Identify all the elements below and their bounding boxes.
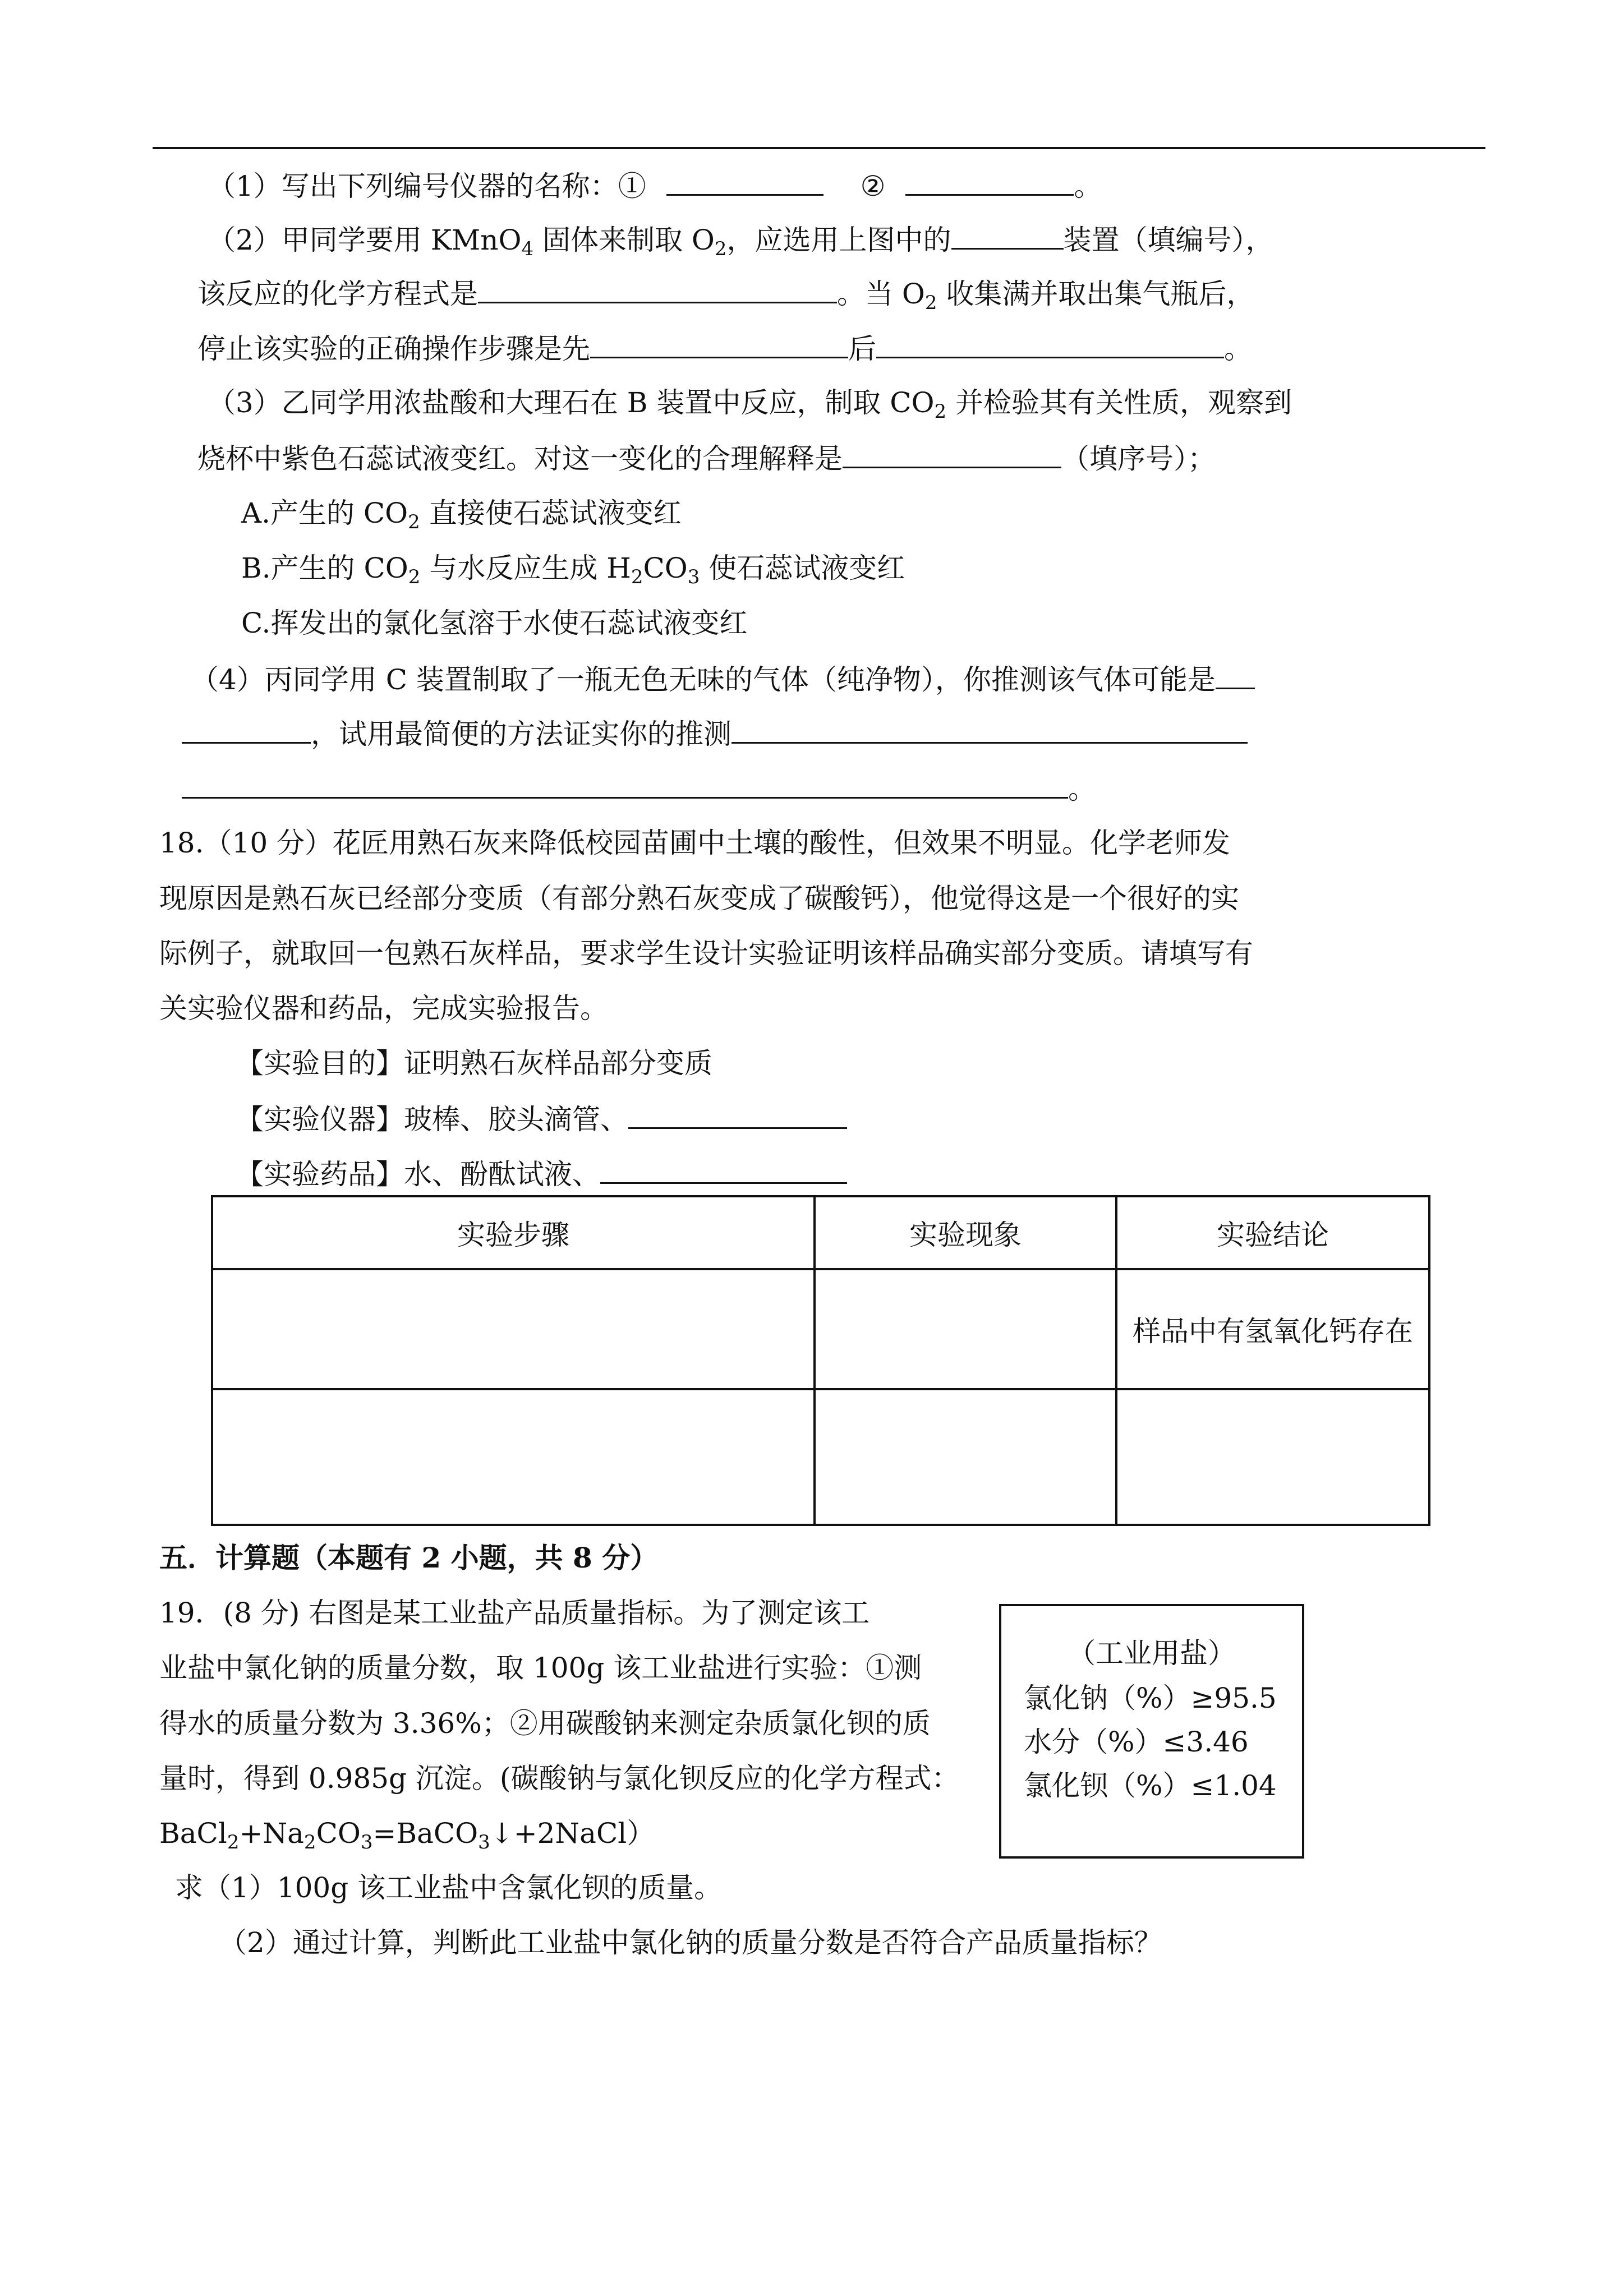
q17-option-b: B.产生的 $CO_2$ 与水反应生成 $H_2CO_3$ 使石蕊试液变红: [241, 552, 905, 588]
table-cell: [212, 1269, 815, 1389]
q17-part3-line1: （3）乙同学用浓盐酸和大理石在 B 装置中反应，制取 $CO_2$ 并检验其有关性质，观察到: [208, 386, 1292, 423]
q18-instruments: 【实验仪器】玻棒、胶头滴管、: [236, 1101, 847, 1136]
table-header-cell: 实验结论: [1116, 1196, 1429, 1269]
q17-part1: （1）写出下列编号仪器的名称：① ② 。: [208, 168, 1102, 203]
q19-equation: $BaCl_2+Na_2CO_3=BaCO_3↓+2NaCl$）: [159, 1817, 655, 1854]
answer-blank: [628, 1101, 847, 1129]
q17-part4-line1: （4）丙同学用 C 装置制取了一瓶无色无味的气体（纯净物），你推测该气体可能是: [191, 662, 1255, 697]
table-header-cell: 实验现象: [815, 1196, 1116, 1269]
spec-row: 氯化钡（%）≤1.04: [1024, 1769, 1277, 1802]
answer-blank: [590, 331, 848, 358]
q18-reagents: 【实验药品】水、酚酞试液、: [236, 1156, 847, 1191]
answer-blank: [600, 1156, 847, 1184]
q17-part4-line3: 。: [182, 771, 1096, 806]
answer-blank: [1216, 662, 1255, 689]
q17-option-a: A.产生的 $CO_2$ 直接使石蕊试液变红: [241, 497, 682, 533]
q19-line4: 量时，得到 0.985g 沉淀。(碳酸钠与氯化钡反应的化学方程式：: [159, 1762, 960, 1795]
q18-line4: 关实验仪器和药品，完成实验报告。: [159, 992, 608, 1025]
q19-line1: 19．(8 分) 右图是某工业盐产品质量指标。为了测定该工: [159, 1597, 870, 1629]
answer-blank: [182, 771, 1068, 799]
q18-line1: 18.（10 分）花匠用熟石灰来降低校园苗圃中土壤的酸性，但效果不明显。化学老师发: [159, 827, 1231, 859]
answer-blank: [478, 276, 837, 303]
q17-option-c: C.挥发出的氯化氢溶于水使石蕊试液变红: [241, 607, 748, 639]
spec-title: （工业用盐）: [1068, 1637, 1236, 1670]
table-cell: [815, 1389, 1116, 1525]
q19-line2: 业盐中氯化钠的质量分数，取 100g 该工业盐进行实验：①测: [159, 1652, 922, 1684]
q18-line3: 际例子，就取回一包熟石灰样品，要求学生设计实验证明该样品确实部分变质。请填写有: [159, 937, 1253, 970]
table-cell: [212, 1389, 815, 1525]
table-cell: [1116, 1389, 1429, 1525]
table-header-cell: 实验步骤: [212, 1196, 815, 1269]
spec-row: 水分（%）≤3.46: [1024, 1726, 1249, 1758]
q19-ask2: （2）通过计算，判断此工业盐中氯化钠的质量分数是否符合产品质量指标？: [219, 1926, 1162, 1959]
q18-line2: 现原因是熟石灰已经部分变质（有部分熟石灰变成了碳酸钙），他觉得这是一个很好的实: [159, 882, 1239, 915]
table-row: [212, 1269, 1429, 1389]
experiment-report-table: [211, 1195, 1430, 1526]
table-cell: 样品中有氢氧化钙存在: [1116, 1269, 1429, 1389]
q17-part2-line1: （2）甲同学要用 KMnO$_4$ 固体来制取 $O_2$，应选用上图中的 装置（填编号），: [208, 222, 1274, 257]
header-rule: [153, 147, 1485, 149]
section-title: 五．计算题（本题有 2 小题，共 8 分）: [159, 1541, 659, 1574]
q17-part2-line2: 该反应的化学方程式是 。当 $O_2$ 收集满并取出集气瓶后，: [197, 276, 1254, 311]
answer-blank: [951, 222, 1064, 250]
q17-part2-line3: 停止该实验的正确操作步骤是先 后 。: [197, 331, 1252, 366]
q17-part4-line2: ，试用最简便的方法证实你的推测: [182, 716, 1248, 751]
q19-ask1: 求（1）100g 该工业盐中含氯化钡的质量。: [175, 1871, 723, 1904]
answer-blank: [732, 716, 1248, 744]
q18-purpose: 【实验目的】证明熟石灰样品部分变质: [236, 1047, 712, 1080]
answer-blank: [905, 168, 1074, 196]
table-header-row: [212, 1196, 1429, 1269]
answer-blank: [843, 441, 1061, 468]
table-row: [212, 1389, 1429, 1525]
product-spec-box: [999, 1604, 1304, 1859]
table-cell: [815, 1269, 1116, 1389]
answer-blank: [666, 168, 823, 196]
spec-row: 氯化钠（%）≥95.5: [1024, 1682, 1277, 1714]
q19-line3: 得水的质量分数为 3.36%；②用碳酸钠来测定杂质氯化钡的质: [159, 1707, 931, 1740]
q17-part3-line2: 烧杯中紫色石蕊试液变红。对这一变化的合理解释是 （填序号）；: [197, 441, 1216, 476]
answer-blank: [876, 331, 1224, 358]
answer-blank: [182, 716, 311, 744]
